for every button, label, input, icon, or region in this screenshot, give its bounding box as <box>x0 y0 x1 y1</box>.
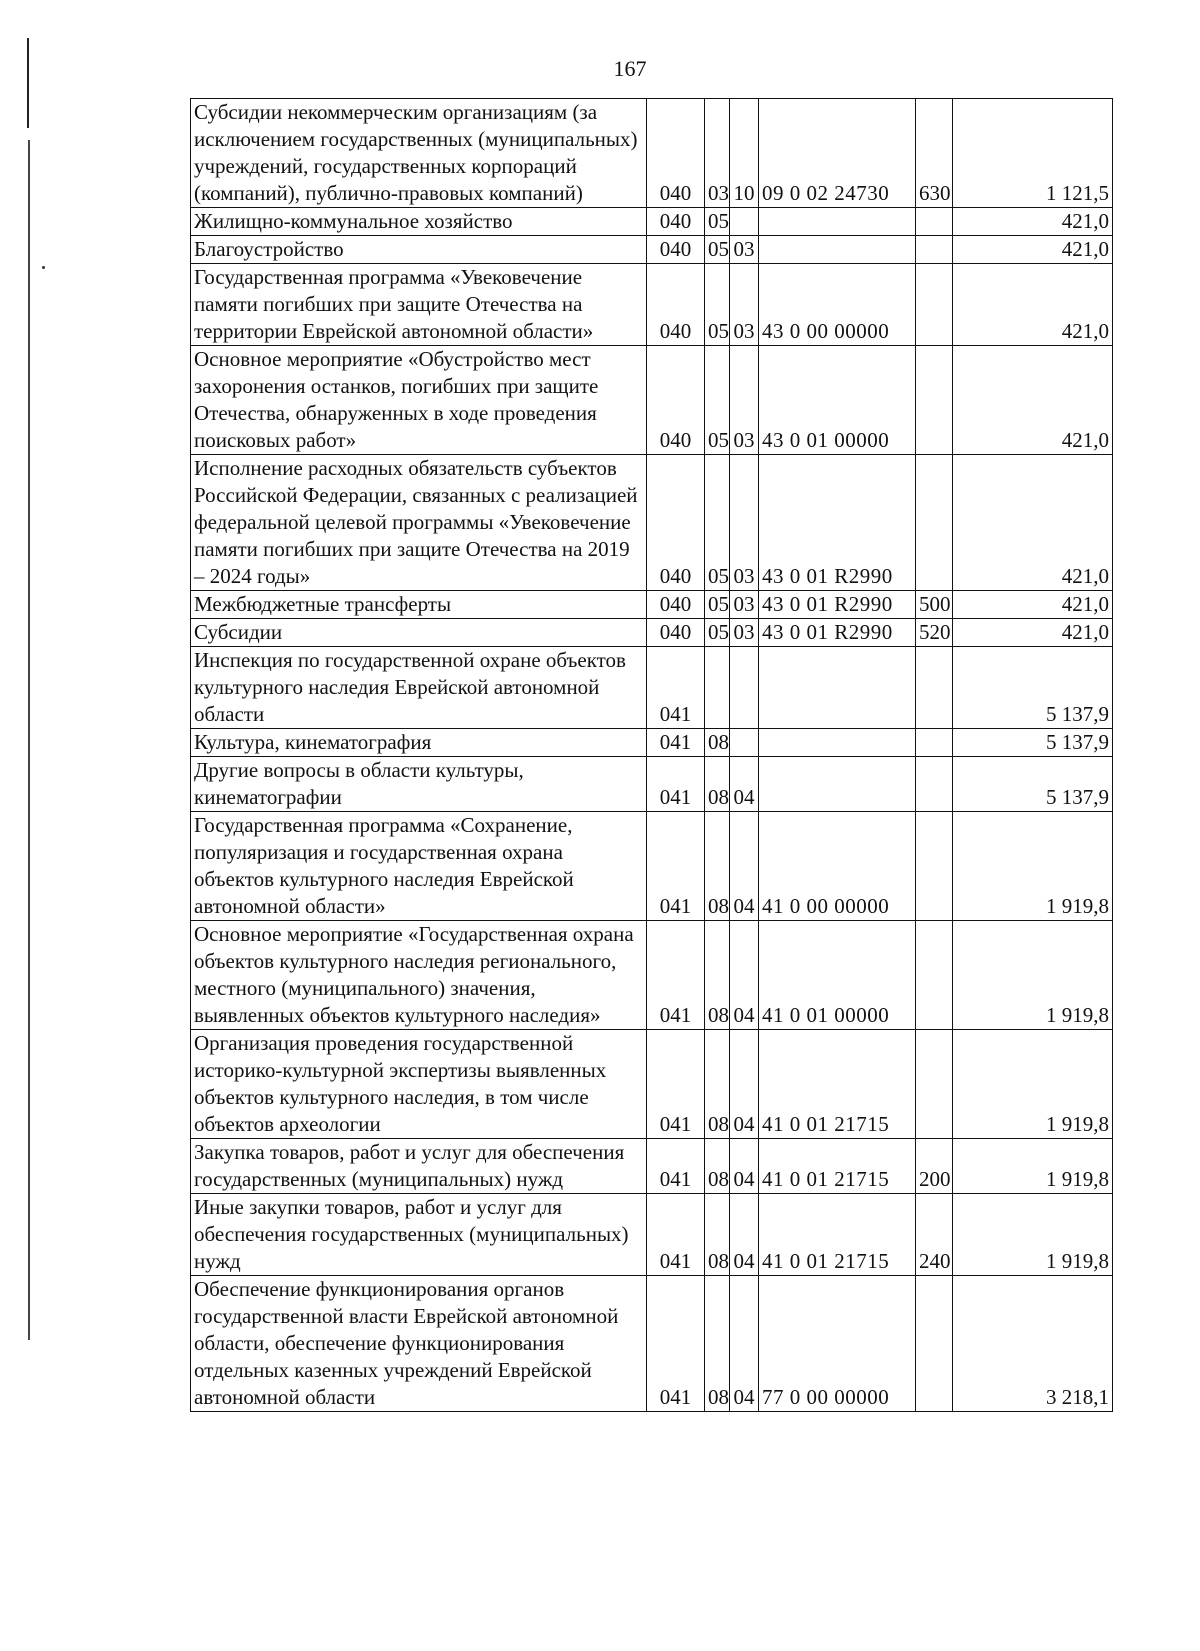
table-row <box>191 99 1113 208</box>
expense-type-cell <box>916 757 953 812</box>
amount-cell: 421,0 <box>953 591 1113 619</box>
budget-table <box>190 98 1113 1412</box>
table-row <box>191 729 1113 757</box>
table-row <box>191 1030 1113 1139</box>
target-article-cell: 43 0 00 00000 <box>759 264 916 346</box>
expense-type-cell <box>916 812 953 921</box>
section-code-cell: 05 <box>705 455 730 591</box>
section-code-cell: 08 <box>705 812 730 921</box>
table-row <box>191 591 1113 619</box>
expense-name-cell: Жилищно-коммунальное хозяйство <box>191 208 647 236</box>
expense-type-cell <box>916 921 953 1030</box>
section-code-cell <box>705 647 730 729</box>
expense-name-cell: Исполнение расходных обязательств субъектов Российской Федерации, связанных с реализацией федеральной целевой программы «Увековечение памяти погибших при защите Отечества на 2019 – 2024 годы» <box>191 455 647 591</box>
ministry-code-cell: 040 <box>647 346 705 455</box>
ministry-code-cell: 041 <box>647 921 705 1030</box>
ministry-code-cell: 040 <box>647 99 705 208</box>
expense-name-cell: Государственная программа «Увековечение памяти погибших при защите Отечества на территории Еврейской автономной области» <box>191 264 647 346</box>
section-code-cell: 05 <box>705 236 730 264</box>
expense-name-cell: Закупка товаров, работ и услуг для обеспечения государственных (муниципальных) нужд <box>191 1139 647 1194</box>
expense-type-cell <box>916 264 953 346</box>
subsection-code-cell <box>730 729 759 757</box>
amount-cell: 1 919,8 <box>953 812 1113 921</box>
amount-cell: 1 919,8 <box>953 1139 1113 1194</box>
target-article-cell: 41 0 01 21715 <box>759 1139 916 1194</box>
ministry-code-cell: 041 <box>647 729 705 757</box>
ministry-code-cell: 041 <box>647 1276 705 1412</box>
target-article-cell: 43 0 01 R2990 <box>759 619 916 647</box>
ministry-code-cell: 041 <box>647 1030 705 1139</box>
section-code-cell: 08 <box>705 1276 730 1412</box>
table-row <box>191 921 1113 1030</box>
subsection-code-cell: 03 <box>730 264 759 346</box>
table-row <box>191 264 1113 346</box>
ministry-code-cell: 041 <box>647 1139 705 1194</box>
expense-type-cell <box>916 729 953 757</box>
amount-cell: 421,0 <box>953 208 1113 236</box>
ministry-code-cell: 040 <box>647 208 705 236</box>
section-code-cell: 03 <box>705 99 730 208</box>
subsection-code-cell: 04 <box>730 1030 759 1139</box>
subsection-code-cell: 04 <box>730 1139 759 1194</box>
expense-type-cell <box>916 1276 953 1412</box>
table-row <box>191 1194 1113 1276</box>
expense-name-cell: Благоустройство <box>191 236 647 264</box>
subsection-code-cell: 04 <box>730 921 759 1030</box>
subsection-code-cell: 04 <box>730 757 759 812</box>
amount-cell: 421,0 <box>953 264 1113 346</box>
expense-type-cell: 520 <box>916 619 953 647</box>
table-row <box>191 236 1113 264</box>
expense-name-cell: Субсидии некоммерческим организациям (за исключением государственных (муниципальных) учреждений, государственных корпораций (компаний), публично-правовых компаний) <box>191 99 647 208</box>
target-article-cell: 43 0 01 R2990 <box>759 455 916 591</box>
ministry-code-cell: 040 <box>647 619 705 647</box>
section-code-cell: 05 <box>705 208 730 236</box>
subsection-code-cell: 04 <box>730 812 759 921</box>
ministry-code-cell: 040 <box>647 264 705 346</box>
table-row <box>191 208 1113 236</box>
subsection-code-cell <box>730 647 759 729</box>
target-article-cell <box>759 729 916 757</box>
subsection-code-cell: 03 <box>730 236 759 264</box>
target-article-cell: 41 0 00 00000 <box>759 812 916 921</box>
expense-type-cell <box>916 1030 953 1139</box>
scan-margin-line-top <box>27 38 29 128</box>
amount-cell: 1 121,5 <box>953 99 1113 208</box>
amount-cell: 421,0 <box>953 236 1113 264</box>
target-article-cell: 43 0 01 00000 <box>759 346 916 455</box>
table-row <box>191 619 1113 647</box>
subsection-code-cell: 03 <box>730 455 759 591</box>
section-code-cell: 05 <box>705 591 730 619</box>
ministry-code-cell: 040 <box>647 236 705 264</box>
expense-type-cell: 630 <box>916 99 953 208</box>
table-row <box>191 1139 1113 1194</box>
target-article-cell <box>759 208 916 236</box>
ministry-code-cell: 040 <box>647 591 705 619</box>
expense-name-cell: Основное мероприятие «Обустройство мест захоронения останков, погибших при защите Отечества, обнаруженных в ходе проведения поисковых работ» <box>191 346 647 455</box>
table-row <box>191 1276 1113 1412</box>
section-code-cell: 05 <box>705 346 730 455</box>
subsection-code-cell: 04 <box>730 1276 759 1412</box>
target-article-cell: 43 0 01 R2990 <box>759 591 916 619</box>
target-article-cell: 77 0 00 00000 <box>759 1276 916 1412</box>
expense-type-cell: 200 <box>916 1139 953 1194</box>
table-row <box>191 346 1113 455</box>
target-article-cell <box>759 647 916 729</box>
table-row <box>191 647 1113 729</box>
expense-type-cell <box>916 455 953 591</box>
target-article-cell <box>759 236 916 264</box>
subsection-code-cell: 03 <box>730 346 759 455</box>
amount-cell: 1 919,8 <box>953 1194 1113 1276</box>
amount-cell: 421,0 <box>953 455 1113 591</box>
amount-cell: 421,0 <box>953 619 1113 647</box>
expense-type-cell <box>916 236 953 264</box>
expense-type-cell: 240 <box>916 1194 953 1276</box>
expense-name-cell: Инспекция по государственной охране объектов культурного наследия Еврейской автономной области <box>191 647 647 729</box>
expense-type-cell <box>916 208 953 236</box>
section-code-cell: 05 <box>705 619 730 647</box>
table-row <box>191 812 1113 921</box>
ministry-code-cell: 041 <box>647 647 705 729</box>
subsection-code-cell: 03 <box>730 619 759 647</box>
section-code-cell: 08 <box>705 729 730 757</box>
subsection-code-cell: 03 <box>730 591 759 619</box>
subsection-code-cell: 10 <box>730 99 759 208</box>
expense-name-cell: Межбюджетные трансферты <box>191 591 647 619</box>
ministry-code-cell: 041 <box>647 812 705 921</box>
amount-cell: 5 137,9 <box>953 729 1113 757</box>
budget-table-body <box>191 99 1113 1412</box>
expense-name-cell: Субсидии <box>191 619 647 647</box>
target-article-cell: 09 0 02 24730 <box>759 99 916 208</box>
expense-name-cell: Обеспечение функционирования органов государственной власти Еврейской автономной области, обеспечение функционирования отдельных казенных учреждений Еврейской автономной области <box>191 1276 647 1412</box>
target-article-cell: 41 0 01 21715 <box>759 1030 916 1139</box>
ministry-code-cell: 041 <box>647 757 705 812</box>
scan-speck <box>42 266 45 269</box>
section-code-cell: 08 <box>705 1030 730 1139</box>
target-article-cell: 41 0 01 21715 <box>759 1194 916 1276</box>
ministry-code-cell: 040 <box>647 455 705 591</box>
amount-cell: 421,0 <box>953 346 1113 455</box>
ministry-code-cell: 041 <box>647 1194 705 1276</box>
target-article-cell: 41 0 01 00000 <box>759 921 916 1030</box>
expense-name-cell: Основное мероприятие «Государственная охрана объектов культурного наследия регионального, местного (муниципального) значения, выявленных объектов культурного наследия» <box>191 921 647 1030</box>
section-code-cell: 08 <box>705 1194 730 1276</box>
expense-name-cell: Другие вопросы в области культуры, кинематографии <box>191 757 647 812</box>
expense-type-cell <box>916 346 953 455</box>
expense-name-cell: Культура, кинематография <box>191 729 647 757</box>
scan-margin-line <box>28 140 30 1340</box>
expense-name-cell: Организация проведения государственной историко-культурной экспертизы выявленных объектов культурного наследия, в том числе объектов археологии <box>191 1030 647 1139</box>
table-row <box>191 455 1113 591</box>
section-code-cell: 05 <box>705 264 730 346</box>
expense-name-cell: Иные закупки товаров, работ и услуг для обеспечения государственных (муниципальных) нужд <box>191 1194 647 1276</box>
expense-name-cell: Государственная программа «Сохранение, популяризация и государственная охрана объектов культурного наследия Еврейской автономной области» <box>191 812 647 921</box>
amount-cell: 5 137,9 <box>953 757 1113 812</box>
section-code-cell: 08 <box>705 921 730 1030</box>
subsection-code-cell: 04 <box>730 1194 759 1276</box>
expense-type-cell <box>916 647 953 729</box>
amount-cell: 1 919,8 <box>953 921 1113 1030</box>
page-number: 167 <box>613 56 647 81</box>
target-article-cell <box>759 757 916 812</box>
subsection-code-cell <box>730 208 759 236</box>
expense-type-cell: 500 <box>916 591 953 619</box>
section-code-cell: 08 <box>705 757 730 812</box>
section-code-cell: 08 <box>705 1139 730 1194</box>
table-row <box>191 757 1113 812</box>
amount-cell: 3 218,1 <box>953 1276 1113 1412</box>
amount-cell: 5 137,9 <box>953 647 1113 729</box>
amount-cell: 1 919,8 <box>953 1030 1113 1139</box>
